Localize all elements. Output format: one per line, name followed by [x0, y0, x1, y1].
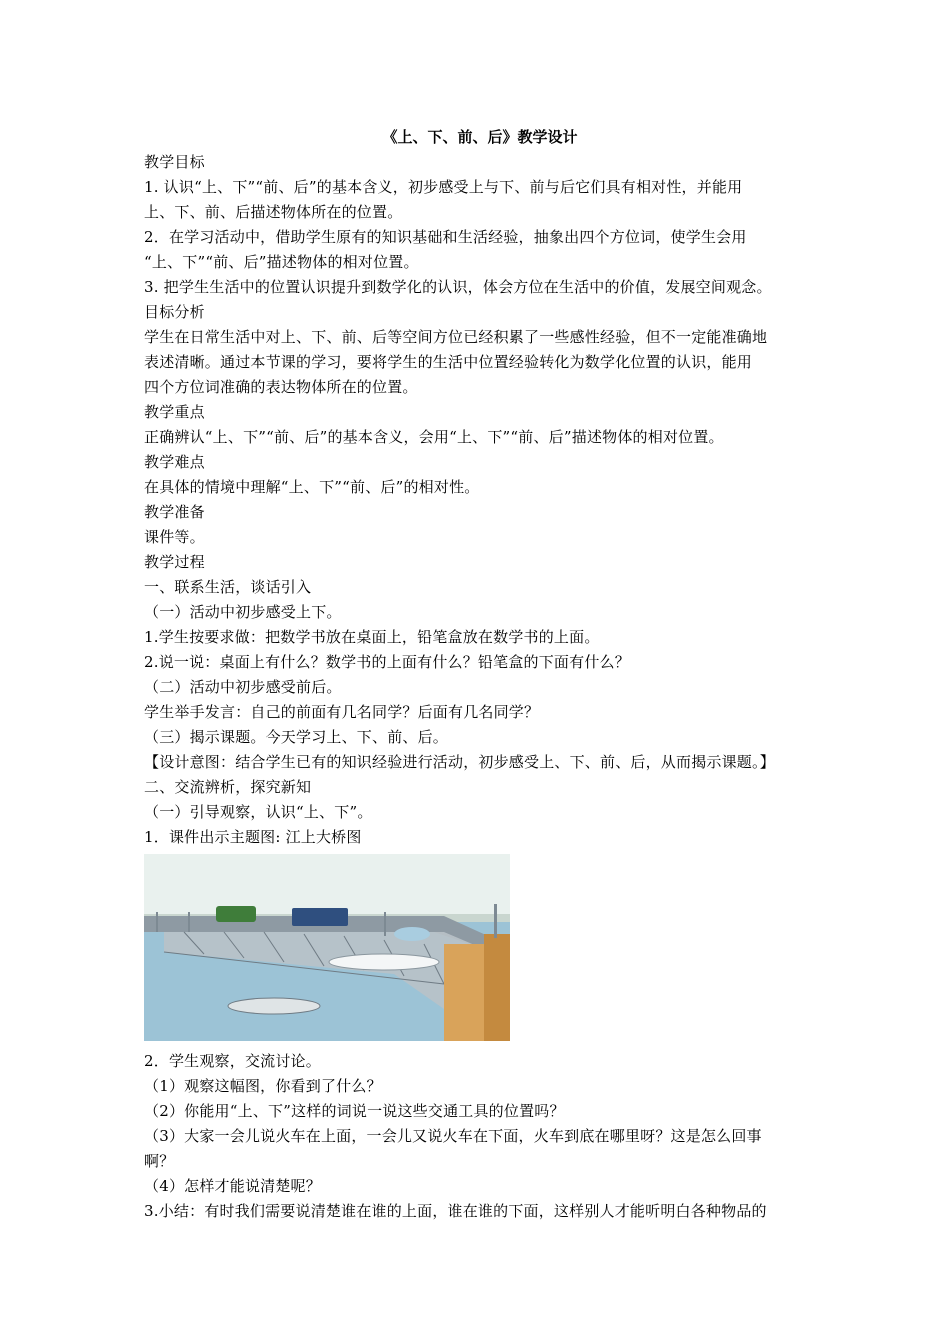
- section-heading: 教学重点: [144, 403, 205, 421]
- section-heading: 教学目标: [144, 153, 205, 171]
- paragraph-line: 【设计意图：结合学生已有的知识经验进行活动，初步感受上、下、前、后，从而揭示课题。】: [144, 753, 775, 771]
- paragraph-line: 四个方位词准确的表达物体所在的位置。: [144, 378, 418, 396]
- bus: [216, 906, 256, 922]
- paragraph-line: （三）揭示课题。今天学习上、下、前、后。: [144, 728, 449, 746]
- section-heading: 目标分析: [144, 303, 205, 321]
- paragraph-line: （3）大家一会儿说火车在上面，一会儿又说火车在下面，火车到底在哪里呀？这是怎么回事: [144, 1127, 762, 1145]
- truck: [292, 908, 348, 926]
- paragraph-line: “上、下”“前、后”描述物体的相对位置。: [144, 253, 419, 271]
- paragraph-line: 正确辨认“上、下”“前、后”的基本含义，会用“上、下”“前、后”描述物体的相对位置。: [144, 428, 724, 446]
- train: [329, 954, 439, 970]
- paragraph-line: 表述清晰。通过本节课的学习，要将学生的生活中位置经验转化为数学化位置的认识，能用: [144, 353, 753, 371]
- paragraph-line: 上、下、前、后描述物体所在的位置。: [144, 203, 403, 221]
- paragraph-line: （4）怎样才能说清楚呢？: [144, 1177, 321, 1195]
- document-title: 《上、下、前、后》教学设计: [382, 128, 578, 146]
- body-text-part2: [144, 1049, 816, 1224]
- paragraph-line: 3.小结：有时我们需要说清楚谁在谁的上面，谁在谁的下面，这样别人才能听明白各种物品的: [144, 1202, 767, 1220]
- paragraph-line: 学生举手发言：自己的前面有几名同学？后面有几名同学？: [144, 703, 540, 721]
- paragraph-line: 2．在学习活动中，借助学生原有的知识基础和生活经验，抽象出四个方位词，使学生会用: [144, 228, 747, 246]
- bridge-pier-right: [484, 934, 510, 1041]
- paragraph-line: 1．课件出示主题图: 江上大桥图: [144, 828, 362, 846]
- paragraph-line: 在具体的情境中理解“上、下”“前、后”的相对性。: [144, 478, 480, 496]
- paragraph-line: （一）引导观察，认识“上、下”。: [144, 803, 373, 821]
- car: [394, 927, 430, 941]
- section-heading: 教学过程: [144, 553, 205, 571]
- body-text-part1: [144, 150, 816, 850]
- paragraph-line: 3. 把学生生活中的位置认识提升到数学化的认识，体会方位在生活中的价值，发展空间观念。: [144, 278, 772, 296]
- paragraph-line: （一）活动中初步感受上下。: [144, 603, 342, 621]
- bridge-illustration: [144, 854, 510, 1041]
- paragraph-line: 2.说一说：桌面上有什么？数学书的上面有什么？铅笔盒的下面有什么？: [144, 653, 630, 671]
- paragraph-line: 一、联系生活，谈话引入: [144, 578, 312, 596]
- paragraph-line: （1）观察这幅图，你看到了什么？: [144, 1077, 382, 1095]
- paragraph-line: （二）活动中初步感受前后。: [144, 678, 342, 696]
- paragraph-line: 1.学生按要求做：把数学书放在桌面上，铅笔盒放在数学书的上面。: [144, 628, 600, 646]
- paragraph-line: 1. 认识“上、下”“前、后”的基本含义，初步感受上与下、前与后它们具有相对性，并能用: [144, 178, 743, 196]
- section-heading: 教学准备: [144, 503, 205, 521]
- paragraph-line: （2）你能用“上、下”这样的词说一说这些交通工具的位置吗？: [144, 1102, 565, 1120]
- paragraph-line: 课件等。: [144, 528, 205, 546]
- paragraph-line: 学生在日常生活中对上、下、前、后等空间方位已经积累了一些感性经验，但不一定能准确地: [144, 328, 768, 346]
- paragraph-line: 啊？: [144, 1152, 175, 1170]
- bridge-pier: [444, 944, 484, 1041]
- paragraph-line: 二、交流辨析，探究新知: [144, 778, 312, 796]
- boat: [228, 998, 320, 1014]
- paragraph-line: 2．学生观察，交流讨论。: [144, 1052, 321, 1070]
- document-page: [144, 125, 816, 1224]
- section-heading: 教学难点: [144, 453, 205, 471]
